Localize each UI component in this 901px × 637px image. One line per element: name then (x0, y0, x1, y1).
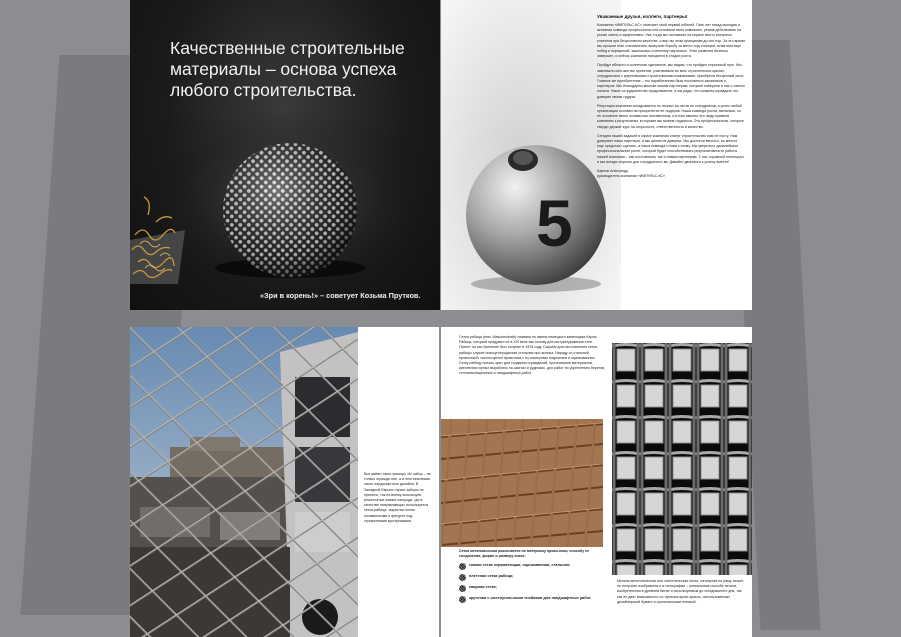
mesh-caption-block (617, 579, 745, 609)
list-item-text: крученая с шестиугольными ячейками для ландшафтных работ. (469, 596, 592, 601)
page-mesh-types (441, 327, 752, 637)
page-fence (130, 327, 439, 637)
classification-text: Сетка металлическая различается по материалу прово-локи, способу ее соединения, форме и размеру ячеек: (459, 549, 590, 559)
letter-column (597, 14, 745, 183)
intro-block (459, 335, 605, 381)
list-item (459, 563, 609, 570)
ball-number: 5 (536, 186, 573, 260)
list-item-text: тканая сетка нержавеющая, оцинкованная, стальная; (469, 563, 571, 568)
page-cover-dark (130, 0, 440, 310)
letter-paragraph: Компания «ИМПУЛЬС-КС» отмечает свой первый юбилей. Пять лет назад молодая и активная команда профессиона-лов основала свою компанию, решив действовать на рынке смело и эффективно. Уже тогда мы поставили на первое место интересы клиентов при безусловном качестве, и вер-ны этим принципам до сих пор. За это время мы прошли этап становления, выиграли борьбу за место под солнцем, испытали вкус побед и поражений, закалились и многому научились. Этап развития бизнеса завершен, и сейчас компания находится в стадии роста. (597, 23, 745, 59)
woven-mesh-photo (612, 343, 752, 575)
list-item (459, 585, 609, 592)
mesh-bullet-icon (459, 563, 466, 570)
mesh-caption: Мелкая металлическая или синтетическая сетка, натянутая на раму, может не получить изображени-е в литографии – уникальном способе печати, изобретенном в древнем Китае и используемым до сегодняшнего дня, так как не дает возможность по-лучения ярких красок, использованных дизайнерской бумаге и оригинальным пленкой. (617, 579, 744, 604)
signature-title: руководитель компании «ИМПУЛЬС-КС» (597, 174, 666, 179)
chain-link-fence-photo (130, 327, 358, 637)
headline: Качественные строительные материалы – основа успеха любого строительства. (170, 38, 405, 100)
list-item-text: сварная сетка; (469, 585, 497, 590)
rebar-mesh-photo (441, 419, 603, 547)
page-letter (441, 0, 752, 310)
mesh-sphere-photo (130, 0, 440, 310)
mesh-bullet-icon (459, 596, 466, 603)
list-item (459, 596, 609, 603)
list-item (459, 574, 609, 581)
fence-caption: Все имеют свои границы. Их забор – не только огражде-ние, а и неотъемлемая часть ландшафтного дизайна. В Западной Европе глухие заборы не приняты; так по-всему используют решетчатые живые изгороди, где в качестве направляющих используется сетка-рабица, закрытая потом посаженными и фигурно под-стриженными кустарниками. (364, 472, 431, 523)
fence-caption-block (364, 472, 432, 528)
letter-paragraph: Репутация компании складывается из личных ка-честв ее сотрудников, а успех любой организации основан на приоритетах ее лидеров. Наша команда росла, менялась, но ее основное звено оставалось неизменным, и в нем именно эти люди привели компанию к результатам, которыми мы можем гордиться. Это профессионалы, которые твердо держат курс на открытость, ответственность и качество. (597, 103, 744, 129)
signature-name: Карпов Александр, (597, 169, 629, 174)
letter-paragraph: Пройдут области и солнечная сделанное, мы видим, что пройден серьезный путь. Мы завоевали мно-жество проектов, участвовали во всех строительных циклах, сотрудничали с крупнейшими строительными компаниями, приобрели бесценный опыт. Главное же приобретение – это наработанная база постоянных заказчиков и партнеров. Мы благодарны многим нашим партнерам, которые поверили в нас с самого начала. Наше сотрудничество продолжается, и мы рады, что сможем оправдать это доверие своим трудом. (597, 63, 745, 99)
mesh-bullet-icon (459, 585, 466, 592)
classification-block (459, 549, 609, 607)
letter-greeting: Уважаемые друзья, коллеги, партнеры! (597, 14, 688, 19)
mesh-bullet-icon (459, 574, 466, 581)
intro-text: Сетка рабица (нем. Maschendraht) названа по имени немецкого каменщика Карла Рабица, который придумал ее в XIX веке как основу для оштукатуривания стен. Патент на изо-бретение был получен в 1878 году. Сырьём для изготовления сетки-рабицы служит низкоуглеродистая стальная про-волока. Наряду со стальной проволокой, используется проволока с по-лимерным покрытием и оцинкованная. Сетку рабицу исполь-зуют для создания ограждений, просеивания материалов, крепления горных выработок на шахтах и рудниках, для работ по укреплению берегов, теплоизоляционных и ландшафтных работ. (459, 335, 605, 376)
list-item-text: плетеная сетка рабица; (469, 574, 514, 579)
quote-caption: «Зри в корень!» – советует Козьма Прутков. (260, 291, 421, 300)
steel-ball-photo (441, 0, 621, 310)
letter-paragraph: Сегодня нашей задачей в офисе компании станут строительство нам не посту. Нам доверяют наши партнеры, и мы ценим их доверие. Мы достигли многого, но многое еще предстоит сделать, и наша команда готова к этому. Мы уверены в дальнейшем профессиональном росте, который будет способствовать результативности работы нашей компании – как постоянным, так и новым партнерам. У нас огромный потенциал, и мы всегда открыты для сотрудничест-ва. Давайте двигаться к успеху вместе! (597, 133, 745, 164)
